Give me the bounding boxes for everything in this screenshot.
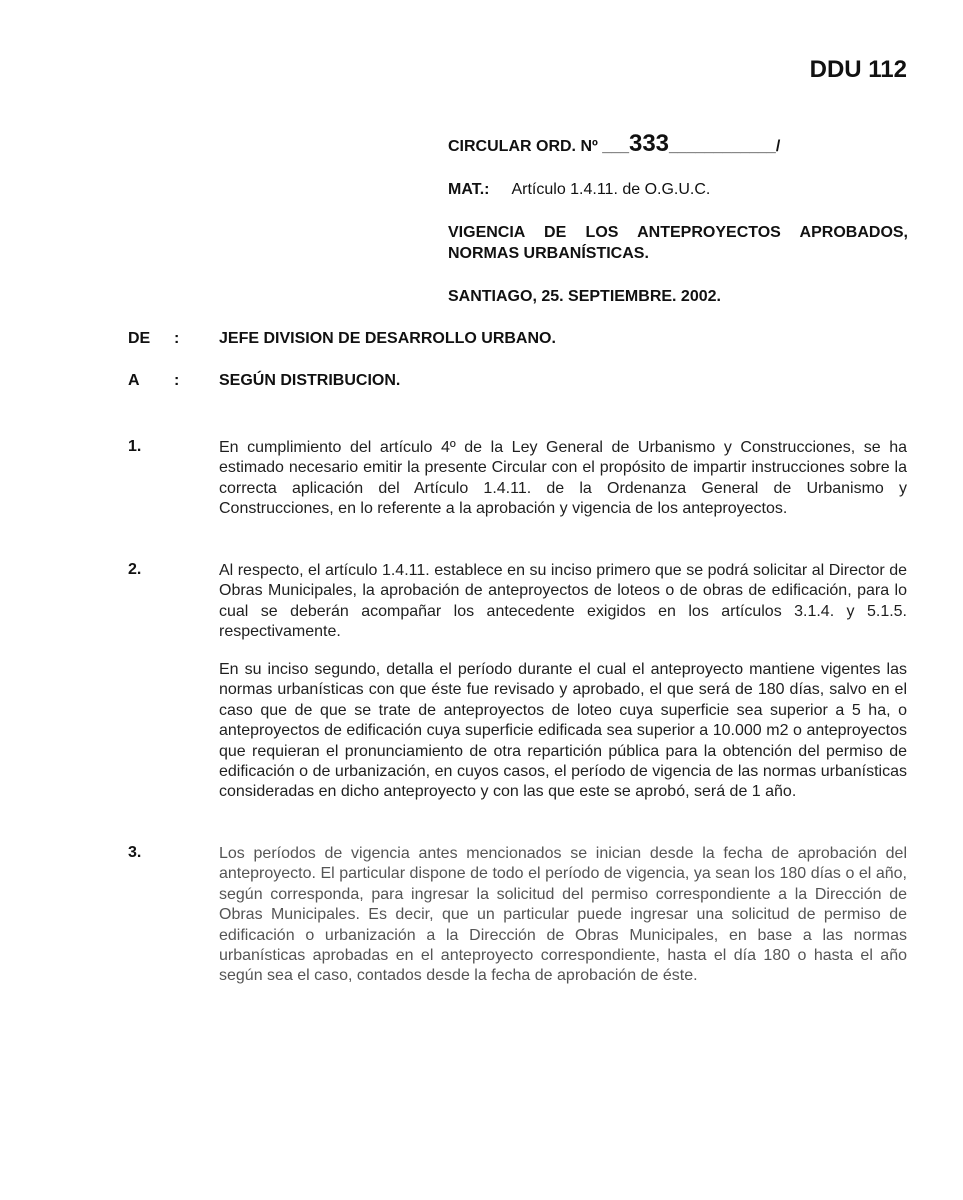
matter-label: MAT.: [448, 181, 490, 198]
paragraph-2-text: Al respecto, el artículo 1.4.11. establece en su inciso primero que se podrá solicitar al Director de Obras Municipales, la aprobación de anteproyectos de loteos o de obras de edificación, para lo cual se deberán acompañar los antecedente exigidos en los artículos 3.1.4. y 5.1.5. respectivamente. [219, 562, 907, 641]
paragraph-3-text: Los períodos de vigencia antes mencionados se inician desde la fecha de aprobación del anteproyecto. El particular dispone de todo el período de vigencia, ya sean los 180 días o el año, según corresponda, para ingresar la solicitud del permiso correspondiente a la Dirección de Obras Municipales. Es decir, que un particular puede ingresar una solicitud de permiso de edificación o urbanización a la Dirección de Obras Municipales, en base a las normas urbanísticas aprobadas en el anteproyecto correspondiente, hasta el día 180 o hasta el año según sea el caso, contados desde la fecha de aprobación de éste. [219, 845, 907, 985]
from-colon: : [174, 330, 180, 347]
place-date: SANTIAGO, 25. SEPTIEMBRE. 2002. [448, 288, 721, 305]
circular-suffix: ____________/ [669, 138, 781, 155]
circular-number-line [448, 130, 908, 158]
circular-number: 333 [628, 130, 670, 157]
to-value: SEGÚN DISTRIBUCION. [219, 372, 401, 389]
to-line [128, 372, 400, 390]
from-line [128, 330, 556, 348]
paragraph-3-number: 3. [128, 844, 142, 861]
matter-line [448, 181, 908, 199]
paragraph-1-number: 1. [128, 438, 142, 455]
subject-heading: VIGENCIA DE LOS ANTEPROYECTOS APROBADOS, NORMAS URBANÍSTICAS. [448, 224, 908, 262]
document-code: DDU 112 [809, 56, 907, 83]
from-value: JEFE DIVISION DE DESARROLLO URBANO. [219, 330, 556, 347]
to-label: A [128, 372, 140, 389]
matter-value: Artículo 1.4.11. de O.G.U.C. [511, 181, 711, 198]
paragraph-1-text: En cumplimiento del artículo 4º de la Ley General de Urbanismo y Construcciones, se ha estimado necesario emitir la presente Circular con el propósito de impartir instrucciones sobre la correcta aplicación del Artículo 1.4.11. de la Ordenanza General de Urbanismo y Construcciones, en lo referente a la aprobación y vigencia de los anteproyectos. [219, 439, 907, 518]
circular-prefix: CIRCULAR ORD. Nº ___ [448, 138, 629, 155]
paragraph-2-number: 2. [128, 561, 142, 578]
from-label: DE [128, 330, 151, 347]
paragraph-2-continuation: En su inciso segundo, detalla el período durante el cual el anteproyecto mantiene vigentes las normas urbanísticas con que éste fue revisado y aprobado, el que será de 180 días, salvo en el caso que de que se trate de anteproyectos de loteo cuya superficie sea superior a 5 ha, o anteproyectos de edificación cuya superficie edificada sea superior a 10.000 m2 o anteproyectos que requieran el pronunciamiento de otra repartición pública para la obtención del permiso de edificación o de urbanización, en cuyos casos, el período de vigencia de las normas urbanísticas consideradas en dicho anteproyecto y con las que este se aprobó, será de 1 año. [219, 661, 907, 801]
to-colon: : [174, 372, 180, 389]
